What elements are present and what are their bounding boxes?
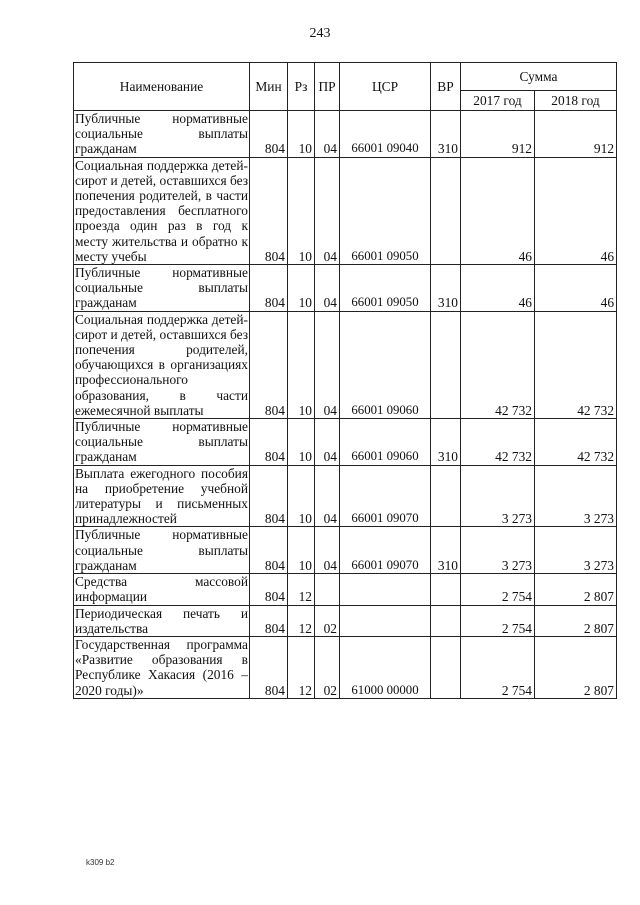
row-min: 804: [250, 157, 288, 264]
row-min: 804: [250, 111, 288, 158]
header-pr: ПР: [315, 63, 340, 111]
row-name: Выплата ежегодного пособия на приобретение учебной литературы и письменных принадлежностей: [75, 465, 248, 527]
row-name: Публичные нормативные социальные выплаты гражданам: [75, 111, 248, 157]
table-header: [74, 63, 617, 111]
header-name: Наименование: [74, 63, 250, 111]
row-csr: [340, 605, 431, 636]
row-pr: 04: [315, 157, 340, 264]
row-rz: 10: [288, 157, 315, 264]
row-sum-2017: 2 754: [461, 574, 535, 605]
row-sum-2018: 3 273: [535, 527, 617, 574]
table-row: [74, 265, 617, 312]
row-pr: [315, 574, 340, 605]
row-pr: 04: [315, 527, 340, 574]
row-rz: 10: [288, 111, 315, 158]
header-year-2017: 2017 год: [461, 91, 535, 111]
row-name: Социальная поддержка детей-сирот и детей, оставшихся без попечения родителей, обучающихся в организациях профессионального образования, в части ежемесячной выплаты: [75, 311, 248, 418]
row-sum-2017: 3 273: [461, 465, 535, 527]
row-sum-2018: 3 273: [535, 465, 617, 527]
row-rz: 12: [288, 605, 315, 636]
table-row: [74, 636, 617, 698]
table-row: [74, 311, 617, 418]
row-vr: 310: [431, 265, 461, 312]
page-number: 243: [309, 26, 331, 41]
table-row: [74, 527, 617, 574]
row-name: Социальная поддержка детей-сирот и детей, оставшихся без попечения родителей, в части предоставления бесплатного проезда один раз в год к месту жительства и обратно к месту учебы: [75, 157, 248, 264]
row-pr: 04: [315, 465, 340, 527]
row-min: 804: [250, 636, 288, 698]
row-vr: 310: [431, 527, 461, 574]
row-sum-2018: 2 807: [535, 636, 617, 698]
row-rz: 10: [288, 419, 315, 466]
row-sum-2018: 912: [535, 111, 617, 158]
row-pr: 04: [315, 111, 340, 158]
row-csr: [340, 574, 431, 605]
row-sum-2017: 42 732: [461, 419, 535, 466]
header-csr: ЦСР: [340, 63, 431, 111]
row-min: 804: [250, 419, 288, 466]
row-name: Периодическая печать и издательства: [75, 605, 248, 636]
table-row: [74, 574, 617, 605]
row-min: 804: [250, 265, 288, 312]
row-vr: [431, 465, 461, 527]
header-min: Мин: [250, 63, 288, 111]
row-sum-2017: 42 732: [461, 311, 535, 418]
header-sum: Сумма: [461, 63, 617, 91]
row-csr: 66001 09070: [340, 465, 431, 527]
row-pr: 04: [315, 419, 340, 466]
row-sum-2018: 2 807: [535, 605, 617, 636]
row-vr: 310: [431, 111, 461, 158]
row-csr: 66001 09060: [340, 419, 431, 466]
table-row: [74, 111, 617, 158]
row-rz: 12: [288, 636, 315, 698]
row-rz: 10: [288, 465, 315, 527]
row-rz: 10: [288, 265, 315, 312]
row-csr: 66001 09040: [340, 111, 431, 158]
row-pr: 04: [315, 311, 340, 418]
row-min: 804: [250, 465, 288, 527]
row-csr: 66001 09050: [340, 265, 431, 312]
row-vr: [431, 311, 461, 418]
table-row: [74, 419, 617, 466]
row-vr: [431, 636, 461, 698]
row-vr: [431, 574, 461, 605]
row-pr: 02: [315, 605, 340, 636]
table-row: [74, 465, 617, 527]
row-sum-2017: 2 754: [461, 636, 535, 698]
row-sum-2018: 42 732: [535, 311, 617, 418]
row-sum-2018: 42 732: [535, 419, 617, 466]
row-rz: 10: [288, 311, 315, 418]
row-vr: [431, 157, 461, 264]
row-sum-2018: 46: [535, 265, 617, 312]
row-sum-2017: 2 754: [461, 605, 535, 636]
row-rz: 12: [288, 574, 315, 605]
row-name: Публичные нормативные социальные выплаты гражданам: [75, 265, 248, 311]
row-vr: [431, 605, 461, 636]
row-vr: 310: [431, 419, 461, 466]
row-pr: 04: [315, 265, 340, 312]
budget-table: [73, 62, 617, 699]
row-sum-2017: 46: [461, 265, 535, 312]
table-row: [74, 157, 617, 264]
row-name: Публичные нормативные социальные выплаты гражданам: [75, 527, 248, 573]
footer-code: k309 b2: [86, 858, 115, 867]
row-csr: 66001 09060: [340, 311, 431, 418]
row-sum-2017: 46: [461, 157, 535, 264]
row-sum-2018: 46: [535, 157, 617, 264]
row-sum-2017: 912: [461, 111, 535, 158]
row-csr: 66001 09050: [340, 157, 431, 264]
header-year-2018: 2018 год: [535, 91, 617, 111]
row-csr: 61000 00000: [340, 636, 431, 698]
row-min: 804: [250, 311, 288, 418]
row-min: 804: [250, 605, 288, 636]
table-row: [74, 605, 617, 636]
row-name: Средства массовой информации: [75, 574, 248, 605]
row-min: 804: [250, 574, 288, 605]
row-csr: 66001 09070: [340, 527, 431, 574]
header-rz: Рз: [288, 63, 315, 111]
row-name: Публичные нормативные социальные выплаты гражданам: [75, 419, 248, 465]
header-vr: ВР: [431, 63, 461, 111]
row-rz: 10: [288, 527, 315, 574]
row-pr: 02: [315, 636, 340, 698]
row-name: Государственная программа «Развитие образования в Республике Хакасия (2016 – 2020 годы)»: [75, 636, 248, 698]
row-min: 804: [250, 527, 288, 574]
row-sum-2018: 2 807: [535, 574, 617, 605]
row-sum-2017: 3 273: [461, 527, 535, 574]
table-body: [74, 111, 617, 699]
